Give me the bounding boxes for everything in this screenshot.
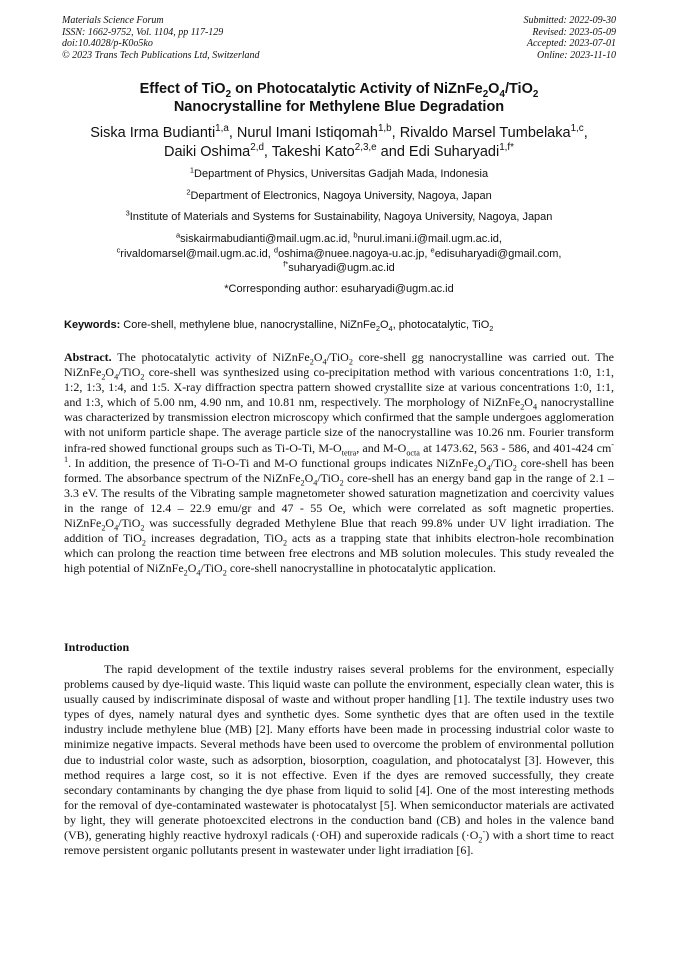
email-link[interactable]: edisuharyadi@gmail.com [434, 247, 559, 260]
date-submitted: Submitted: 2022-09-30 [523, 15, 616, 26]
journal-issn: ISSN: 1662-9752, Vol. 1104, pp 117-129 [62, 26, 224, 38]
author-name: Nurul Imani Istiqomah [236, 125, 378, 141]
journal-doi: doi:10.4028/p-K0o5ko [62, 38, 153, 49]
author-name: Takeshi Kato [271, 144, 355, 160]
abstract-label: Abstract. [64, 350, 112, 364]
author-list: Siska Irma Budianti$^{1,a}$, Nurul Imani Istiqomah$^{1,b}$, Rivaldo Marsel Tumbelaka$^{1,c}$, Daiki Oshima$^{2,d}$, Takeshi Kato$^{2,3,e}$ and Edi Suharyadi$^{1,f*}$ [90, 123, 588, 160]
title-line-1: Effect of TiO$_2$ on Photocatalytic Activity of $NiZnFe_2O_4/TiO_2$ [139, 81, 539, 100]
affiliation-1: $^1$Department of Physics, Universitas Gadjah Mada, Indonesia [189, 165, 489, 180]
date-accepted: Accepted: 2023-07-01 [526, 38, 616, 49]
introduction-paragraph: The rapid development of the textile industry raises several problems for the environment, especially problems caused by dye-liquid waste. This liquid waste can pollute the environment, especially clean water, this is usually caused by indiscriminate disposal of waste and without proper handling [1]. The textile industry uses two types of dyes, namely natural dyes and synthetic dyes. Some synthetic dyes that are often used in the textile industry include methylene blue (MB) [2]. Many efforts have been made in processing industrial color waste to minimize negative impacts. Several methods have been used to overcome the problem of environmental pollution due to industrial color waste, such as adsorption, biosorption, coagulation, and photocatalyst [3]. However, this method requires a large cost, so it is not effective. Even if the dyes are removed successfully, they create secondary contaminants by changing the dye phase from liquid to solid [4]. One of the most interesting methods for the removal of dye-contaminated wastewater is photocatalyst [5]. When semiconductor materials are activated by light, they will generate photoexcited electrons in the conduction band (CB) and holes in the valence band (VB), generating highly reactive hydroxyl radicals (·OH) and superoxide radicals $(\cdot O_2^-)$ with a short time to react remove persistent organic pollutants present in wastewater under light irradiation [6]. [64, 662, 614, 858]
affiliation-2: $^2$Department of Electronics, Nagoya University, Nagoya, Japan [186, 187, 492, 202]
affiliation-3: $^3$Institute of Materials and Systems for Sustainability, Nagoya University, Nagoya, Japan [125, 208, 553, 223]
author-name: Daiki Oshima [164, 144, 251, 160]
email-link[interactable]: siskairmabudianti@mail.ugm.ac.id [180, 233, 348, 245]
author-emails: $^a$siskairmabudianti@mail.ugm.ac.id, $^b$nurul.imani.i@mail.ugm.ac.id, $^c$rivaldomarsel@mail.ugm.ac.id, $^d$oshima@nuee.nagoya-u.ac.jp, $^e$edisuharyadi@gmail.com, $^{f*}$suharyadi@ugm.ac.id [116, 230, 562, 274]
keywords-label: Keywords: [64, 319, 121, 331]
author-name: Edi Suharyadi [408, 144, 500, 160]
email-link[interactable]: rivaldomarsel@mail.ugm.ac.id [120, 247, 268, 260]
journal-copyright: © 2023 Trans Tech Publications Ltd, Switzerland [62, 49, 260, 61]
submission-dates [524, 15, 617, 61]
date-online: Online: 2023-11-10 [537, 49, 616, 61]
corresponding-author: *Corresponding author: esuharyadi@ugm.ac.id [224, 283, 454, 295]
section-heading-introduction: Introduction [64, 640, 130, 654]
journal-info [62, 15, 260, 61]
email-link[interactable]: oshima@nuee.nagoya-u.ac.jp [278, 247, 425, 260]
title-line-2: Nanocrystalline for Methylene Blue Degradation [173, 99, 505, 115]
paper-title [40, 80, 638, 116]
author-name: Rivaldo Marsel Tumbelaka [399, 125, 571, 141]
journal-name: Materials Science Forum [62, 15, 164, 26]
abstract: Abstract. The photocatalytic activity of $NiZnFe_2O_4/TiO_2$ core-shell gg nanocrystalline was carried out. The $NiZnFe_2O_4/TiO_2$ core-shell was synthesized using co-precipitation method with various concentrations 1:0, 1:1, 1:2, 1:3, 1:4, and 1:5. X-ray diffraction spectra pattern showed crystallite size at various concentrations 1:0, 1:1, and 1:3, which of 5.00 nm, 4.90 nm, and 10.81 nm, respectively. The morphology of $NiZnFe_2O_4$ nanocrystalline was characterized by transmission electron microscopy which confirmed that the sample undergoes agglomeration with not uniform particle shape. The average particle size of the nanocrystalline was 10.26 nm. Fourier transform infra-red showed functional groups such as Ti-O-Ti, $M-O_{tetra}$, and $M-O_{octa}$ at 1473.62, 563 - 586, and 401-424 $cm^{-1}$. In addition, the presence of Ti-O-Ti and M-O functional groups indicates $NiZnFe_2O_4/TiO_2$ core-shell has been formed. The absorbance spectrum of the $NiZnFe_2O_4/TiO_2$ core-shell has an energy band gap in the range of 2.1 – 3.3 eV. The results of the Vibrating sample magnetometer showed saturation magnetization and coercivity values in the range of 12.4 – 22.9 emu/gr and 47 - 55 Oe, which were correlated as soft magnetic properties. $NiZnFe_2O_4/TiO_2$ was successfully degraded Methylene Blue that reach 99.8% under UV light irradiation. The addition of TiO$_2$ increases degradation, TiO$_2$ acts as a trapping state that inhibits electron-hole recombination which can prolong the reaction time between free electrons and MB solution molecules. This study revealed the high potential of $NiZnFe_2O_4/TiO_2$ core-shell nanocrystalline in photocatalytic application. [64, 350, 615, 578]
author-name: Siska Irma Budianti [90, 125, 216, 141]
date-revised: Revised: 2023-05-09 [532, 26, 616, 38]
keywords: Keywords: Core-shell, methylene blue, nanocrystalline, $NiZnFe_2O_4$, photocatalytic, TiO$_2$ [64, 319, 494, 334]
email-link[interactable]: nurul.imani.i@mail.ugm.ac.id [357, 233, 499, 245]
email-link[interactable]: suharyadi@ugm.ac.id [288, 262, 395, 274]
